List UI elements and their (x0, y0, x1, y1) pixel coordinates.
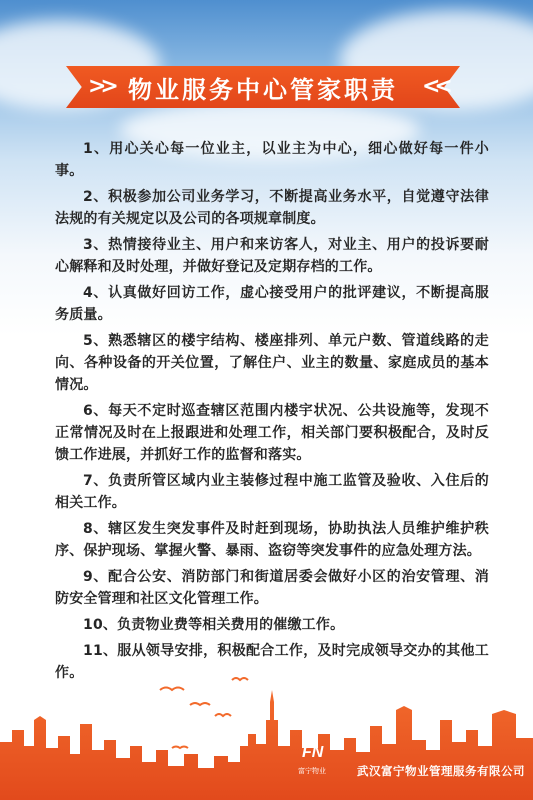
duty-item: 1、用心关心每一位业主，以业主为中心，细心做好每一件小事。 (55, 141, 489, 179)
duty-item: 9、配合公安、消防部门和街道居委会做好小区的治安管理、消防安全管理和社区文化管理工作。 (55, 569, 489, 607)
company-name: 武汉富宁物业管理服务有限公司 (357, 764, 525, 778)
duty-item: 4、认真做好回访工作，虚心接受用户的批评建议，不断提高服务质量。 (55, 285, 489, 323)
duty-item: 3、热情接待业主、用户和来访客人，对业主、用户的投诉要耐心解释和及时处理，并做好登记及定期存档的工作。 (55, 237, 489, 275)
duties-list (55, 138, 489, 688)
duty-item: 11、服从领导安排，积极配合工作，及时完成领导交办的其他工作。 (55, 643, 489, 681)
company-logo (300, 740, 340, 762)
page-title: 物业服务中心管家职责 (128, 75, 398, 104)
duty-item: 5、熟悉辖区的楼宇结构、楼座排列、单元户数、管道线路的走向、各种设备的开关位置，了解住户、业主的数量、家庭成员的基本情况。 (55, 333, 489, 393)
logo-subtitle: 富宁物业 (298, 767, 326, 775)
duty-item: 2、积极参加公司业务学习，不断提高业务水平，自觉遵守法律法规的有关规定以及公司的各项规章制度。 (55, 189, 489, 227)
chevron-left-icon: >> (88, 74, 113, 99)
duty-item: 8、辖区发生突发事件及时赶到现场，协助执法人员维护维护秩序、保护现场、掌握火警、暴雨、盗窃等突发事件的应急处理方法。 (55, 521, 489, 559)
chevron-right-icon: << (422, 74, 447, 99)
duty-item: 10、负责物业费等相关费用的催缴工作。 (83, 617, 345, 633)
duty-item: 6、每天不定时巡查辖区范围内楼宇状况、公共设施等，发现不正常情况及时在上报跟进和处理工作，相关部门要积极配合，及时反馈工作进展，并抓好工作的监督和落实。 (55, 403, 489, 463)
svg-text:FN: FN (302, 744, 324, 761)
duty-item: 7、负责所管区域内业主装修过程中施工监管及验收、入住后的相关工作。 (55, 473, 489, 511)
